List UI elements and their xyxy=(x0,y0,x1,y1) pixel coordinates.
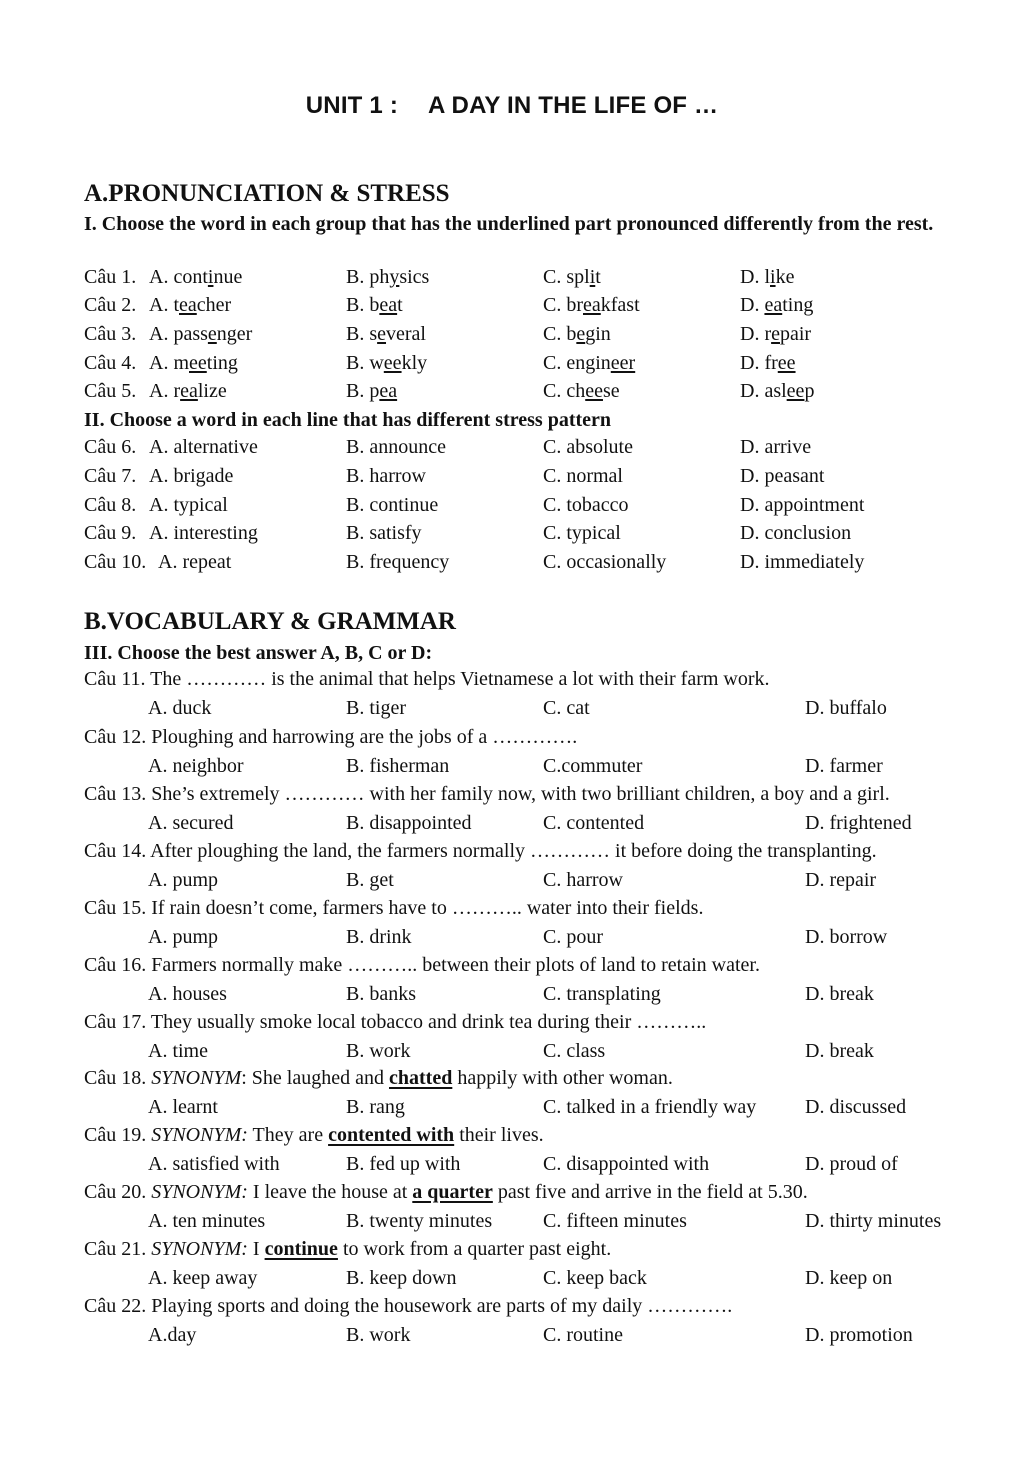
option-text: ting xyxy=(206,352,238,374)
answer-option: D. peasant xyxy=(740,465,825,487)
answer-option xyxy=(149,380,227,403)
question-text xyxy=(84,726,984,749)
answer-option: B. frequency xyxy=(346,551,450,573)
answer-option: B. keep down xyxy=(346,1267,457,1289)
part-3-instruction: III. Choose the best answer A, B, C or D: xyxy=(84,642,433,664)
answer-option: D. farmer xyxy=(805,755,883,777)
option-text: ting xyxy=(782,294,814,316)
option-text: nue xyxy=(213,266,243,288)
question-label: Câu 21. xyxy=(84,1238,147,1260)
answer-option xyxy=(346,266,429,289)
question-stem: happily with other woman. xyxy=(452,1067,673,1089)
option-text: gin xyxy=(585,323,611,345)
question-text xyxy=(84,1238,984,1261)
question-label: Câu 4. xyxy=(84,352,137,374)
question-stem: If rain doesn’t come, farmers have to ……….. water into their fields. xyxy=(151,897,704,919)
answer-options xyxy=(148,755,988,783)
answer-option: A. pump xyxy=(148,926,218,948)
page-title xyxy=(0,92,1024,120)
answer-option xyxy=(346,323,426,346)
option-text: pair xyxy=(780,323,812,345)
answer-options xyxy=(148,812,988,840)
question-row xyxy=(84,380,984,408)
option-text: C. engin xyxy=(543,352,611,374)
answer-option xyxy=(149,266,242,289)
option-text: D. asl xyxy=(740,380,787,402)
question-label: Câu 18. xyxy=(84,1067,147,1089)
answer-option: C. class xyxy=(543,1040,606,1062)
question-label: Câu 19. xyxy=(84,1124,147,1146)
answer-option: B. fed up with xyxy=(346,1153,461,1175)
underlined-part: ea xyxy=(179,294,197,316)
answer-option: D. break xyxy=(805,1040,874,1062)
question-stem: I xyxy=(247,1238,265,1260)
answer-option: D. arrive xyxy=(740,436,812,458)
underlined-part: ea xyxy=(379,380,398,402)
answer-option: D. repair xyxy=(805,869,877,891)
answer-option: C. fifteen minutes xyxy=(543,1210,687,1232)
question-label: Câu 3. xyxy=(84,323,137,345)
underlined-part: e xyxy=(377,323,387,345)
question-stem: The ………… is the animal that helps Vietnamese a lot with their farm work. xyxy=(150,668,770,690)
answer-option: C. talked in a friendly way xyxy=(543,1096,757,1118)
answer-option xyxy=(346,380,397,403)
answer-option: B. announce xyxy=(346,436,446,458)
answer-option: B. twenty minutes xyxy=(346,1210,493,1232)
answer-option xyxy=(740,380,814,403)
question-stem: to work from a quarter past eight. xyxy=(337,1238,612,1260)
question-stem: Playing sports and doing the housework are parts of my daily …………. xyxy=(151,1295,733,1317)
option-text: sics xyxy=(399,266,430,288)
underlined-part: i xyxy=(770,266,776,288)
answer-option: B. continue xyxy=(346,494,439,516)
option-text: ke xyxy=(775,266,795,288)
unit-number: UNIT 1 : xyxy=(305,92,399,119)
part-1-instruction: I. Choose the word in each group that has the underlined part pronounced differently from the rest. xyxy=(84,213,934,235)
question-label: Câu 16. xyxy=(84,954,147,976)
question-row xyxy=(84,494,984,522)
answer-option: C. pour xyxy=(543,926,603,948)
answer-option: C.commuter xyxy=(543,755,643,777)
answer-option: B. work xyxy=(346,1324,411,1346)
question-text xyxy=(84,1181,984,1204)
synonym-tag: SYNONYM: xyxy=(151,1124,248,1146)
question-label: Câu 8. xyxy=(84,494,137,516)
option-text: B. w xyxy=(346,352,384,374)
answer-option: B. banks xyxy=(346,983,416,1005)
question-row xyxy=(84,323,984,351)
underlined-part: ea xyxy=(583,294,601,316)
option-text: t xyxy=(595,266,601,288)
synonym-tag: SYNONYM: xyxy=(151,1238,248,1260)
answer-options xyxy=(148,983,988,1011)
answer-options xyxy=(148,869,988,897)
answer-option: B. tiger xyxy=(346,697,406,719)
unit-name: A DAY IN THE LIFE OF … xyxy=(428,92,719,119)
underlined-part: i xyxy=(207,266,214,288)
answer-option: D. promotion xyxy=(805,1324,913,1346)
answer-option xyxy=(543,380,620,403)
answer-option: D. proud of xyxy=(805,1153,898,1175)
question-label: Câu 15. xyxy=(84,897,147,919)
underlined-part: ee xyxy=(777,352,796,374)
question-row xyxy=(84,436,984,464)
underlined-part: y xyxy=(389,266,400,288)
option-text: nger xyxy=(216,323,253,345)
answer-option: A. ten minutes xyxy=(148,1210,266,1232)
answer-option xyxy=(543,352,635,375)
question-text xyxy=(84,1124,984,1147)
question-stem: Ploughing and harrowing are the jobs of a …………. xyxy=(151,726,578,748)
question-text xyxy=(84,954,984,977)
answer-option: C. normal xyxy=(543,465,623,487)
answer-option: D. thirty minutes xyxy=(805,1210,942,1232)
question-stem: They usually smoke local tobacco and drink tea during their ……….. xyxy=(150,1011,707,1033)
option-text: t xyxy=(397,294,403,316)
question-label: Câu 10. xyxy=(84,551,147,573)
answer-options xyxy=(148,1210,988,1238)
answer-option: B. satisfy xyxy=(346,522,422,544)
answer-options xyxy=(148,1153,988,1181)
answer-option: C. routine xyxy=(543,1324,623,1346)
question-row xyxy=(84,352,984,380)
question-text xyxy=(84,897,984,920)
answer-option: C. disappointed with xyxy=(543,1153,710,1175)
answer-option: B. get xyxy=(346,869,394,891)
option-text: D. l xyxy=(740,266,770,288)
question-stem: She’s extremely ………… with her family now, with two brilliant children, a boy and a girl. xyxy=(151,783,890,805)
answer-option: C. absolute xyxy=(543,436,633,458)
question-text xyxy=(84,1067,984,1090)
option-text: B. b xyxy=(346,294,380,316)
answer-option: C. transplating xyxy=(543,983,661,1005)
question-text xyxy=(84,668,984,691)
answer-option xyxy=(740,323,811,346)
section-a-heading: A.PRONUNCIATION & STRESS xyxy=(84,180,450,207)
question-stem: past five and arrive in the field at 5.30. xyxy=(492,1181,808,1203)
option-text: A. m xyxy=(149,352,189,374)
question-stem: I leave the house at xyxy=(247,1181,413,1203)
underlined-part: e xyxy=(207,323,217,345)
question-label: Câu 1. xyxy=(84,266,137,288)
question-stem: : She laughed and xyxy=(241,1067,389,1089)
option-text: B. s xyxy=(346,323,378,345)
section-b-heading: B.VOCABULARY & GRAMMAR xyxy=(84,608,456,635)
question-text xyxy=(84,840,984,863)
answer-option: C. cat xyxy=(543,697,590,719)
answer-option: D. conclusion xyxy=(740,522,852,544)
highlighted-word: contented with xyxy=(328,1124,455,1146)
answer-option: B. disappointed xyxy=(346,812,472,834)
question-label: Câu 7. xyxy=(84,465,137,487)
answer-option: C. contented xyxy=(543,812,645,834)
answer-option: A. neighbor xyxy=(148,755,244,777)
answer-option: D. immediately xyxy=(740,551,865,573)
underlined-part: ea xyxy=(379,294,398,316)
highlighted-word: chatted xyxy=(389,1067,453,1089)
answer-option: D. discussed xyxy=(805,1096,907,1118)
underlined-part: e xyxy=(771,323,780,345)
option-text: lize xyxy=(197,380,227,402)
question-row xyxy=(84,266,984,294)
answer-option: A. brigade xyxy=(149,465,234,487)
answer-option xyxy=(740,352,796,375)
option-text: A. cont xyxy=(149,266,208,288)
answer-option xyxy=(543,294,640,317)
option-text: se xyxy=(602,380,620,402)
underlined-part: i xyxy=(589,266,596,288)
answer-options xyxy=(148,1324,988,1352)
option-text: C. spl xyxy=(543,266,590,288)
answer-option: A. secured xyxy=(148,812,234,834)
answer-option xyxy=(740,266,794,289)
question-stem: Farmers normally make ……….. between their plots of land to retain water. xyxy=(151,954,760,976)
underlined-part: ea xyxy=(764,294,783,316)
answer-option: A.day xyxy=(148,1324,197,1346)
highlighted-word: continue xyxy=(264,1238,338,1260)
answer-option xyxy=(543,266,601,289)
option-text: D. xyxy=(740,294,765,316)
question-stem: their lives. xyxy=(454,1124,544,1146)
question-row xyxy=(84,551,984,579)
answer-option xyxy=(149,294,231,317)
answer-option xyxy=(149,352,238,375)
part-2-instruction: II. Choose a word in each line that has different stress pattern xyxy=(84,409,612,431)
underlined-part: ee xyxy=(585,380,603,402)
underlined-part: ee xyxy=(189,352,207,374)
question-text xyxy=(84,1295,984,1318)
option-text: veral xyxy=(386,323,426,345)
answer-option: A. keep away xyxy=(148,1267,258,1289)
underlined-part: ee xyxy=(786,380,805,402)
question-label: Câu 13. xyxy=(84,783,147,805)
option-text: A. r xyxy=(149,380,181,402)
answer-option: B. drink xyxy=(346,926,412,948)
answer-option: D. appointment xyxy=(740,494,865,516)
answer-option: A. pump xyxy=(148,869,218,891)
question-label: Câu 12. xyxy=(84,726,147,748)
synonym-tag: SYNONYM: xyxy=(151,1181,248,1203)
answer-option: A. typical xyxy=(149,494,228,516)
answer-option: A. time xyxy=(148,1040,208,1062)
question-label: Câu 11. xyxy=(84,668,146,690)
question-label: Câu 9. xyxy=(84,522,137,544)
option-text: C. ch xyxy=(543,380,586,402)
option-text: C. br xyxy=(543,294,583,316)
answer-option: A. interesting xyxy=(149,522,258,544)
answer-option: B. rang xyxy=(346,1096,405,1118)
question-row xyxy=(84,294,984,322)
answer-option: C. occasionally xyxy=(543,551,667,573)
answer-option: C. typical xyxy=(543,522,621,544)
question-row xyxy=(84,522,984,550)
underlined-part: eer xyxy=(610,352,636,374)
question-label: Câu 14. xyxy=(84,840,147,862)
answer-option: B. fisherman xyxy=(346,755,450,777)
answer-option: D. break xyxy=(805,983,874,1005)
answer-option: C. keep back xyxy=(543,1267,647,1289)
answer-option: D. frightened xyxy=(805,812,912,834)
answer-option: D. buffalo xyxy=(805,697,887,719)
option-text: A. t xyxy=(149,294,179,316)
answer-option xyxy=(543,323,611,346)
question-label: Câu 5. xyxy=(84,380,137,402)
option-text: D. fr xyxy=(740,352,778,374)
option-text: B. ph xyxy=(346,266,390,288)
question-stem: They are xyxy=(247,1124,329,1146)
option-text: C. b xyxy=(543,323,577,345)
option-text: kly xyxy=(401,352,428,374)
question-label: Câu 17. xyxy=(84,1011,147,1033)
answer-options xyxy=(148,1096,988,1124)
answer-option: B. harrow xyxy=(346,465,426,487)
answer-options xyxy=(148,697,988,725)
answer-option xyxy=(346,352,427,375)
answer-option: A. repeat xyxy=(158,551,232,573)
answer-options xyxy=(148,1267,988,1295)
answer-option: D. keep on xyxy=(805,1267,893,1289)
option-text: p xyxy=(804,380,815,402)
underlined-part: ea xyxy=(180,380,198,402)
question-row xyxy=(84,465,984,493)
underlined-part: e xyxy=(576,323,586,345)
answer-option: A. duck xyxy=(148,697,212,719)
underlined-part: ee xyxy=(383,352,402,374)
answer-option: A. satisfied with xyxy=(148,1153,280,1175)
question-text xyxy=(84,783,984,806)
question-label: Câu 2. xyxy=(84,294,137,316)
answer-option xyxy=(740,294,813,317)
answer-option: C. harrow xyxy=(543,869,623,891)
question-label: Câu 6. xyxy=(84,436,137,458)
answer-option: B. work xyxy=(346,1040,411,1062)
option-text: cher xyxy=(196,294,232,316)
option-text: A. pass xyxy=(149,323,208,345)
answer-options xyxy=(148,926,988,954)
highlighted-word: a quarter xyxy=(412,1181,493,1203)
answer-option: A. learnt xyxy=(148,1096,218,1118)
answer-option: D. borrow xyxy=(805,926,888,948)
answer-options xyxy=(148,1040,988,1068)
synonym-tag: SYNONYM xyxy=(151,1067,242,1089)
option-text: D. r xyxy=(740,323,772,345)
option-text: kfast xyxy=(600,294,640,316)
question-label: Câu 20. xyxy=(84,1181,147,1203)
question-stem: After ploughing the land, the farmers normally ………… it before doing the transplanting. xyxy=(150,840,877,862)
answer-option xyxy=(149,323,252,346)
answer-option: A. alternative xyxy=(149,436,258,458)
option-text: B. p xyxy=(346,380,380,402)
answer-option: A. houses xyxy=(148,983,227,1005)
question-label: Câu 22. xyxy=(84,1295,147,1317)
answer-option: C. tobacco xyxy=(543,494,629,516)
question-text xyxy=(84,1011,984,1034)
answer-option xyxy=(346,294,403,317)
